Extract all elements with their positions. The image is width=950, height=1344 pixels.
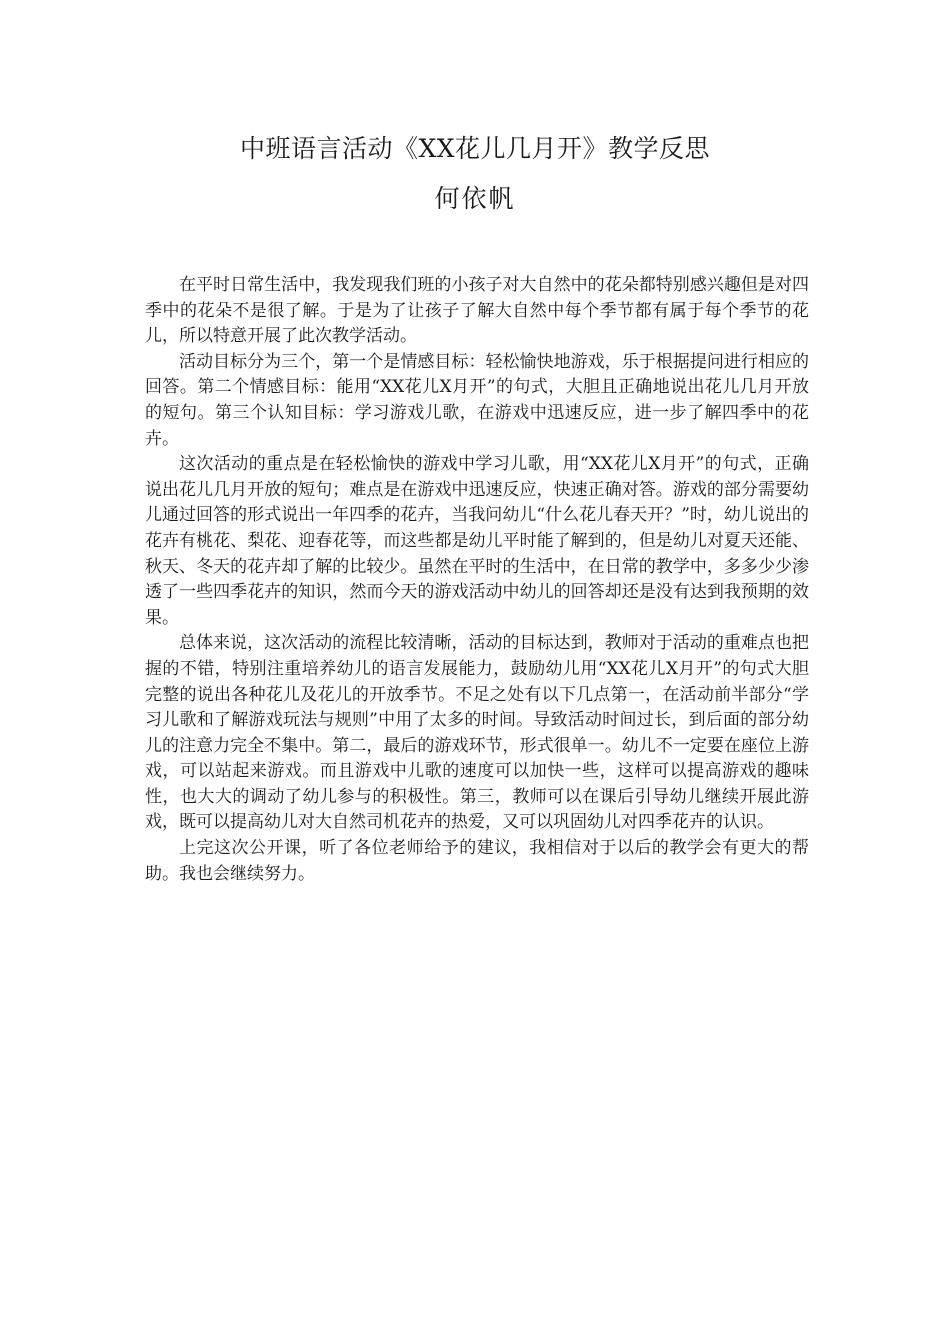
document-title: 中班语言活动《XX花儿几月开》教学反思 (239, 134, 711, 163)
paragraph: 在平时日常生活中，我发现我们班的小孩子对大自然中的花朵都特别感兴趣但是对四季中的花朵不是很了解。于是为了让孩子了解大自然中每个季节都有属于每个季节的花儿，所以特意开展了此次教学活动。 (145, 275, 809, 347)
paragraph: 上完这次公开课，听了各位老师给予的建议，我相信对于以后的教学会有更大的帮助。我也会继续努力。 (145, 838, 809, 884)
document-author: 何依帆 (434, 184, 516, 213)
document-body (145, 273, 809, 887)
paragraph: 这次活动的重点是在轻松愉快的游戏中学习儿歌，用“XX花儿X月开”的句式，正确说出花儿几月开放的短句；难点是在游戏中迅速反应，快速正确对答。游戏的部分需要幼儿通过回答的形式说出一年四季的花卉，当我问幼儿“什么花儿春天开？”时，幼儿说出的花卉有桃花、梨花、迎春花等，而这些都是幼儿平时能了解到的，但是幼儿对夏天还能、秋天、冬天的花卉却了解的比较少。虽然在平时的生活中，在日常的教学中，多多少少渗透了一些四季花卉的知识，然而今天的游戏活动中幼儿的回答却还是没有达到我预期的效果。 (145, 454, 809, 628)
paragraph: 活动目标分为三个，第一个是情感目标：轻松愉快地游戏，乐于根据提问进行相应的回答。第二个情感目标：能用“XX花儿X月开”的句式，大胆且正确地说出花儿几月开放的短句。第三个认知目标：学习游戏儿歌，在游戏中迅速反应，进一步了解四季中的花卉。 (145, 351, 809, 449)
paragraph: 总体来说，这次活动的流程比较清晰，活动的目标达到，教师对于活动的重难点也把握的不错，特别注重培养幼儿的语言发展能力，鼓励幼儿用“XX花儿X月开”的句式大胆完整的说出各种花儿及花儿的开放季节。不足之处有以下几点第一，在活动前半部分“学习儿歌和了解游戏玩法与规则”中用了太多的时间。导致活动时间过长，到后面的部分幼儿的注意力完全不集中。第二，最后的游戏环节，形式很单一。幼儿不一定要在座位上游戏，可以站起来游戏。而且游戏中儿歌的速度可以加快一些，这样可以提高游戏的趣味性，也大大的调动了幼儿参与的积极性。第三，教师可以在课后引导幼儿继续开展此游戏，既可以提高幼儿对大自然司机花卉的热爱，又可以巩固幼儿对四季花卉的认识。 (145, 633, 809, 833)
